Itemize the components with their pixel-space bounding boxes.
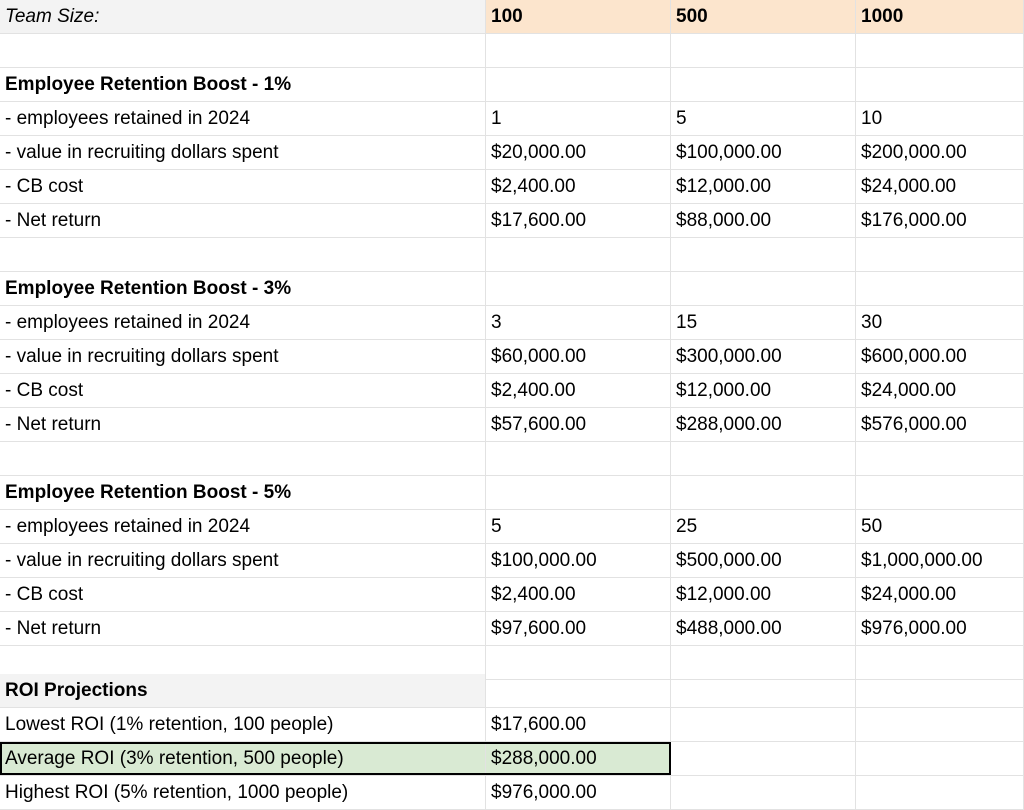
empty-cell[interactable] <box>856 34 1024 68</box>
row-label-cell[interactable]: - Net return <box>0 408 486 442</box>
row-label-cell[interactable]: - CB cost <box>0 578 486 612</box>
value-cell[interactable]: $97,600.00 <box>486 612 671 646</box>
roi-value-cell[interactable]: $976,000.00 <box>486 776 671 810</box>
empty-cell[interactable] <box>671 776 856 810</box>
roi-row-lowest <box>0 708 1024 742</box>
row-label-cell[interactable]: - value in recruiting dollars spent <box>0 544 486 578</box>
value-cell[interactable]: $57,600.00 <box>486 408 671 442</box>
empty-cell[interactable] <box>486 442 671 476</box>
value-cell[interactable]: $88,000.00 <box>671 204 856 238</box>
value-cell[interactable]: $24,000.00 <box>856 374 1024 408</box>
selection-outline <box>0 742 671 775</box>
empty-cell[interactable] <box>856 476 1024 510</box>
value-cell[interactable]: 15 <box>671 306 856 340</box>
header-row <box>0 0 1024 34</box>
section-title-cell[interactable]: Employee Retention Boost - 1% <box>0 68 486 102</box>
roi-value-cell[interactable]: $288,000.00 <box>486 742 671 776</box>
section-title-cell[interactable]: Employee Retention Boost - 3% <box>0 272 486 306</box>
table-row <box>0 204 1024 238</box>
empty-cell[interactable] <box>856 238 1024 272</box>
empty-cell[interactable] <box>671 34 856 68</box>
team-size-100-cell[interactable]: 100 <box>486 0 671 34</box>
empty-cell[interactable] <box>486 34 671 68</box>
empty-cell[interactable] <box>856 442 1024 476</box>
row-label-cell[interactable]: - CB cost <box>0 374 486 408</box>
table-row <box>0 408 1024 442</box>
value-cell[interactable]: $500,000.00 <box>671 544 856 578</box>
value-cell[interactable]: $2,400.00 <box>486 170 671 204</box>
empty-cell[interactable] <box>486 272 671 306</box>
empty-cell[interactable] <box>671 674 856 708</box>
table-row <box>0 510 1024 544</box>
value-cell[interactable]: 5 <box>671 102 856 136</box>
value-cell[interactable]: $100,000.00 <box>486 544 671 578</box>
table-row <box>0 136 1024 170</box>
value-cell[interactable]: $600,000.00 <box>856 340 1024 374</box>
row-label-cell[interactable]: - value in recruiting dollars spent <box>0 136 486 170</box>
value-cell[interactable]: $17,600.00 <box>486 204 671 238</box>
row-label-cell[interactable]: - employees retained in 2024 <box>0 510 486 544</box>
value-cell[interactable]: $12,000.00 <box>671 170 856 204</box>
value-cell[interactable]: 3 <box>486 306 671 340</box>
value-cell[interactable]: $100,000.00 <box>671 136 856 170</box>
value-cell[interactable]: $300,000.00 <box>671 340 856 374</box>
empty-cell[interactable] <box>486 68 671 102</box>
section-title-cell[interactable]: Employee Retention Boost - 5% <box>0 476 486 510</box>
empty-cell[interactable] <box>0 442 486 476</box>
value-cell[interactable]: $2,400.00 <box>486 578 671 612</box>
empty-cell[interactable] <box>856 674 1024 708</box>
table-row <box>0 306 1024 340</box>
empty-cell[interactable] <box>856 776 1024 810</box>
team-size-1000-cell[interactable]: 1000 <box>856 0 1024 34</box>
team-size-label-cell[interactable]: Team Size: <box>0 0 486 34</box>
value-cell[interactable]: $200,000.00 <box>856 136 1024 170</box>
value-cell[interactable]: 25 <box>671 510 856 544</box>
empty-cell[interactable] <box>486 476 671 510</box>
empty-cell[interactable] <box>856 742 1024 776</box>
value-cell[interactable]: $1,000,000.00 <box>856 544 1024 578</box>
empty-cell[interactable] <box>671 708 856 742</box>
table-row <box>0 170 1024 204</box>
value-cell[interactable]: $60,000.00 <box>486 340 671 374</box>
table-row <box>0 578 1024 612</box>
row-label-cell[interactable]: - employees retained in 2024 <box>0 306 486 340</box>
value-cell[interactable]: $24,000.00 <box>856 170 1024 204</box>
roi-label-cell[interactable]: Highest ROI (5% retention, 1000 people) <box>0 776 486 810</box>
team-size-500-cell[interactable]: 500 <box>671 0 856 34</box>
section-title-row <box>0 68 1024 102</box>
row-label-cell[interactable]: - Net return <box>0 612 486 646</box>
row-label-cell[interactable]: - CB cost <box>0 170 486 204</box>
row-label-cell[interactable]: - value in recruiting dollars spent <box>0 340 486 374</box>
value-cell[interactable]: $576,000.00 <box>856 408 1024 442</box>
table-row <box>0 374 1024 408</box>
table-row <box>0 340 1024 374</box>
section-title-row <box>0 476 1024 510</box>
value-cell[interactable]: 30 <box>856 306 1024 340</box>
table-row <box>0 612 1024 646</box>
value-cell[interactable]: $288,000.00 <box>671 408 856 442</box>
section-title-row <box>0 272 1024 306</box>
roi-title-cell[interactable]: ROI Projections <box>0 674 486 708</box>
value-cell[interactable]: 1 <box>486 102 671 136</box>
value-cell[interactable]: $488,000.00 <box>671 612 856 646</box>
roi-value-cell[interactable]: $17,600.00 <box>486 708 671 742</box>
empty-cell[interactable] <box>0 238 486 272</box>
empty-cell[interactable] <box>856 68 1024 102</box>
empty-cell[interactable] <box>486 674 671 708</box>
roi-row-average <box>0 742 1024 776</box>
row-label-cell[interactable]: - Net return <box>0 204 486 238</box>
blank-row <box>0 442 1024 476</box>
empty-cell[interactable] <box>671 68 856 102</box>
table-row <box>0 544 1024 578</box>
value-cell[interactable]: $176,000.00 <box>856 204 1024 238</box>
value-cell[interactable]: $976,000.00 <box>856 612 1024 646</box>
empty-cell[interactable] <box>671 272 856 306</box>
empty-cell[interactable] <box>671 742 856 776</box>
value-cell[interactable]: $12,000.00 <box>671 374 856 408</box>
value-cell[interactable]: $2,400.00 <box>486 374 671 408</box>
empty-cell[interactable] <box>671 238 856 272</box>
empty-cell[interactable] <box>856 272 1024 306</box>
empty-cell[interactable] <box>671 476 856 510</box>
value-cell[interactable]: $24,000.00 <box>856 578 1024 612</box>
table-row <box>0 102 1024 136</box>
roi-label-cell[interactable]: Average ROI (3% retention, 500 people) <box>0 742 486 776</box>
empty-cell[interactable] <box>671 442 856 476</box>
empty-cell[interactable] <box>0 34 486 68</box>
value-cell[interactable]: $12,000.00 <box>671 578 856 612</box>
roi-row-highest <box>0 776 1024 810</box>
value-cell[interactable]: 5 <box>486 510 671 544</box>
empty-cell[interactable] <box>486 238 671 272</box>
blank-row <box>0 238 1024 272</box>
roi-label-cell[interactable]: Lowest ROI (1% retention, 100 people) <box>0 708 486 742</box>
value-cell[interactable]: 50 <box>856 510 1024 544</box>
empty-cell[interactable] <box>856 708 1024 742</box>
value-cell[interactable]: 10 <box>856 102 1024 136</box>
blank-row <box>0 34 1024 68</box>
row-label-cell[interactable]: - employees retained in 2024 <box>0 102 486 136</box>
value-cell[interactable]: $20,000.00 <box>486 136 671 170</box>
roi-title-row <box>0 674 1024 708</box>
